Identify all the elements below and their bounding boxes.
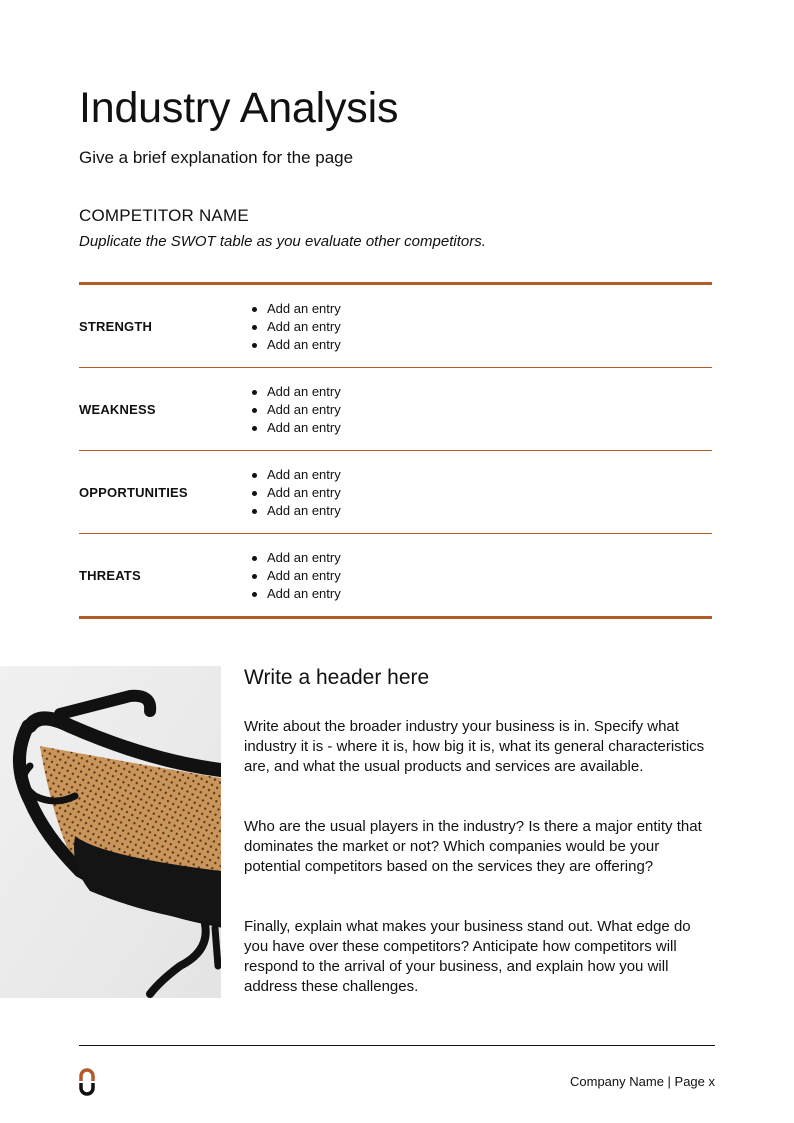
body-paragraph: Who are the usual players in the industry? Is there a major entity that dominates the market or not? Which companies would be your potential competitors based on the services they are offering? bbox=[244, 818, 702, 875]
swot-entry[interactable] bbox=[249, 318, 341, 336]
bullet-icon bbox=[252, 343, 257, 348]
swot-label: WEAKNESS bbox=[79, 401, 156, 417]
bullet-icon bbox=[252, 574, 257, 579]
swot-entry[interactable] bbox=[249, 502, 341, 520]
swot-row-opportunities bbox=[79, 451, 712, 534]
bullet-icon bbox=[252, 408, 257, 413]
swot-entry-text: Add an entry bbox=[267, 467, 341, 482]
swot-row-weakness bbox=[79, 368, 712, 451]
swot-entry-text: Add an entry bbox=[267, 568, 341, 583]
swot-entry-text: Add an entry bbox=[267, 503, 341, 518]
page-subtitle: Give a brief explanation for the page bbox=[79, 148, 354, 167]
bullet-icon bbox=[252, 473, 257, 478]
swot-entry-list bbox=[249, 466, 341, 520]
bullet-icon bbox=[252, 307, 257, 312]
swot-entry-text: Add an entry bbox=[267, 402, 341, 417]
bullet-icon bbox=[252, 556, 257, 561]
bullet-icon bbox=[252, 325, 257, 330]
swot-entry[interactable] bbox=[249, 419, 341, 437]
swot-label: OPPORTUNITIES bbox=[79, 484, 188, 500]
competitor-name: COMPETITOR NAME bbox=[79, 206, 249, 225]
body-paragraph: Write about the broader industry your business is in. Specify what industry it is - where it is, how big it is, what its general characteristics are, and what the usual products and services are available. bbox=[244, 718, 705, 775]
swot-entry[interactable] bbox=[249, 549, 341, 567]
swot-entry-text: Add an entry bbox=[267, 586, 341, 601]
footer-page-label: Company Name | Page x bbox=[570, 1074, 715, 1089]
swot-bottom-rule bbox=[79, 616, 712, 619]
body-paragraph: Finally, explain what makes your business stand out. What edge do you have over these competitors? Anticipate how competitors will respond to the arrival of your business, and explain how you will address these challenges. bbox=[244, 918, 691, 995]
swot-entry-list bbox=[249, 383, 341, 437]
swot-entry[interactable] bbox=[249, 585, 341, 603]
swot-entry[interactable] bbox=[249, 484, 341, 502]
swot-entry[interactable] bbox=[249, 300, 341, 318]
swot-entry-text: Add an entry bbox=[267, 301, 341, 316]
swot-entry[interactable] bbox=[249, 383, 341, 401]
section-header: Write a header here bbox=[244, 666, 430, 689]
swot-entry-text: Add an entry bbox=[267, 550, 341, 565]
swot-label: STRENGTH bbox=[79, 318, 153, 334]
company-logo-icon bbox=[79, 1068, 95, 1096]
footer-divider bbox=[79, 1045, 715, 1046]
swot-entry-text: Add an entry bbox=[267, 384, 341, 399]
bullet-icon bbox=[252, 592, 257, 597]
competitor-note: Duplicate the SWOT table as you evaluate other competitors. bbox=[79, 233, 486, 250]
swot-entry-list bbox=[249, 549, 341, 603]
swot-entry-text: Add an entry bbox=[267, 337, 341, 352]
page-title: Industry Analysis bbox=[79, 84, 399, 132]
swot-label: THREATS bbox=[79, 567, 141, 583]
chair-illustration bbox=[0, 666, 221, 998]
swot-entry-text: Add an entry bbox=[267, 420, 341, 435]
swot-entry[interactable] bbox=[249, 336, 341, 354]
chair-photo bbox=[0, 666, 221, 998]
swot-row-strength bbox=[79, 285, 712, 368]
bullet-icon bbox=[252, 509, 257, 514]
swot-entry[interactable] bbox=[249, 401, 341, 419]
swot-entry[interactable] bbox=[249, 466, 341, 484]
bullet-icon bbox=[252, 390, 257, 395]
swot-table bbox=[79, 282, 712, 619]
swot-entry[interactable] bbox=[249, 567, 341, 585]
swot-row-threats bbox=[79, 534, 712, 616]
swot-entry-text: Add an entry bbox=[267, 319, 341, 334]
swot-entry-text: Add an entry bbox=[267, 485, 341, 500]
bullet-icon bbox=[252, 426, 257, 431]
swot-entry-list bbox=[249, 300, 341, 354]
bullet-icon bbox=[252, 491, 257, 496]
